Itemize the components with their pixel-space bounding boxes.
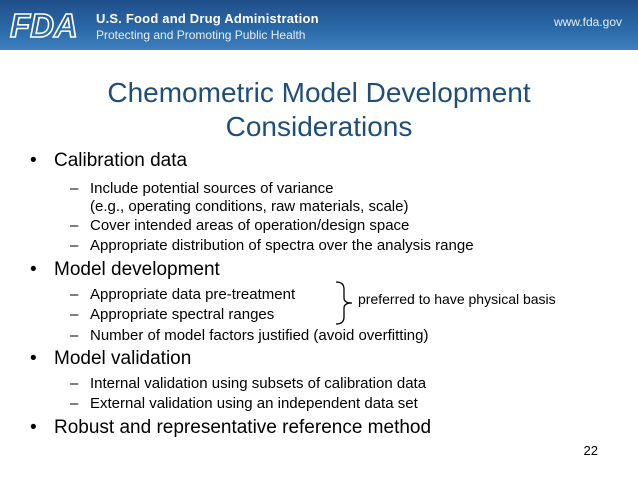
sub-item-text: (e.g., operating conditions, raw materials, scale) xyxy=(90,198,409,215)
dash-marker: – xyxy=(70,327,79,344)
dash-marker: – xyxy=(70,217,79,234)
brace-annotation: preferred to have physical basis xyxy=(358,291,556,307)
slide-title-line-2: Considerations xyxy=(225,111,413,142)
agency-tagline: Protecting and Promoting Public Health xyxy=(96,28,306,42)
sub-item-text: Appropriate spectral ranges xyxy=(90,306,275,323)
fda-logo-text: FDA xyxy=(10,7,78,42)
sub-item-text: Cover intended areas of operation/design space xyxy=(90,217,410,234)
sub-item-text: Number of model factors justified (avoid overfitting) xyxy=(90,327,429,344)
sub-item-text: External validation using an independent data set xyxy=(90,395,418,412)
dash-marker: – xyxy=(70,237,79,254)
sub-item xyxy=(70,327,428,344)
bullet-heading: Model development xyxy=(54,259,220,280)
sub-item-continuation xyxy=(90,198,408,215)
curly-brace-icon xyxy=(333,281,355,325)
dash-marker: – xyxy=(70,375,79,392)
fda-logo xyxy=(8,6,86,42)
bullet-reference-method xyxy=(30,417,431,439)
header-banner xyxy=(0,0,638,50)
agency-name: U.S. Food and Drug Administration xyxy=(96,11,319,26)
bullet-heading: Robust and representative reference method xyxy=(54,417,432,438)
sub-item xyxy=(70,286,295,303)
bullet-marker: • xyxy=(30,150,37,171)
bullet-heading: Model validation xyxy=(54,348,192,369)
dash-marker: – xyxy=(70,395,79,412)
bullet-model-development xyxy=(30,259,220,281)
sub-item xyxy=(70,180,333,197)
dash-marker: – xyxy=(70,180,79,197)
bullet-model-validation xyxy=(30,348,191,370)
bullet-marker: • xyxy=(30,259,37,280)
bullet-calibration-data xyxy=(30,150,187,172)
bullet-marker: • xyxy=(30,417,37,438)
sub-item-text: Internal validation using subsets of calibration data xyxy=(90,375,427,392)
sub-item-text: Appropriate distribution of spectra over the analysis range xyxy=(90,237,474,254)
sub-item xyxy=(70,395,418,412)
site-url[interactable]: www.fda.gov xyxy=(553,15,622,29)
slide-title-line-1: Chemometric Model Development xyxy=(107,77,531,108)
sub-item-text: Include potential sources of variance xyxy=(90,180,334,197)
slide-title xyxy=(40,76,598,144)
bullet-marker: • xyxy=(30,348,37,369)
sub-item xyxy=(70,237,474,254)
sub-item-text: Appropriate data pre-treatment xyxy=(90,286,296,303)
sub-item xyxy=(70,306,274,323)
page-number: 22 xyxy=(583,443,598,458)
bullet-heading: Calibration data xyxy=(54,150,188,171)
sub-item xyxy=(70,217,409,234)
dash-marker: – xyxy=(70,306,79,323)
dash-marker: – xyxy=(70,286,79,303)
sub-item xyxy=(70,375,426,392)
